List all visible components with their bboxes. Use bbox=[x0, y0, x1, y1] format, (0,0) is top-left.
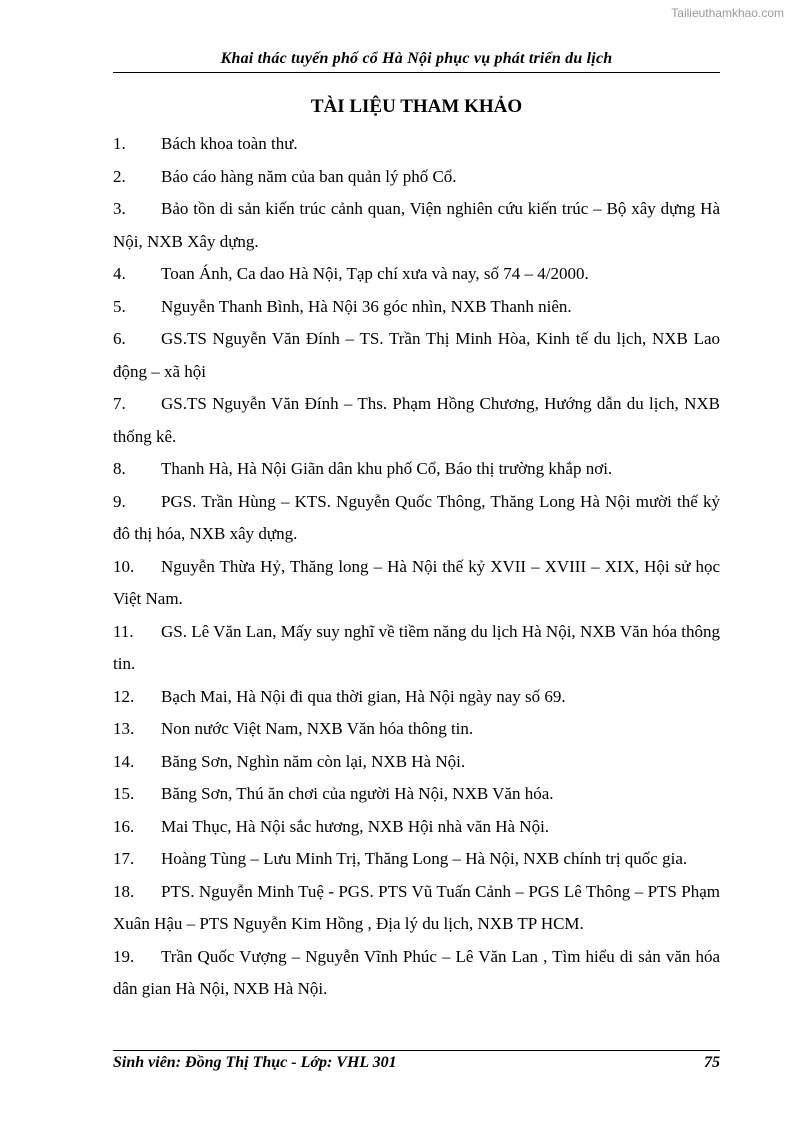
reference-number: 3. bbox=[113, 199, 126, 218]
reference-number: 12. bbox=[113, 686, 135, 706]
reference-number: 6. bbox=[113, 329, 126, 348]
reference-item bbox=[113, 616, 720, 681]
footer-student-info: Sinh viên: Đồng Thị Thục - Lớp: VHL 301 bbox=[113, 1054, 397, 1071]
reference-text: Băng Sơn, Nghìn năm còn lại, NXB Hà Nội. bbox=[161, 751, 466, 771]
reference-item bbox=[113, 778, 720, 811]
reference-number: 5. bbox=[113, 296, 126, 316]
reference-item bbox=[113, 551, 720, 616]
reference-list bbox=[113, 128, 720, 1006]
reference-item bbox=[113, 876, 720, 941]
header-divider bbox=[113, 72, 720, 73]
reference-item bbox=[113, 193, 720, 258]
reference-text: Thanh Hà, Hà Nội Giãn dân khu phố Cổ, Báo thị trường khắp nơi. bbox=[161, 459, 613, 478]
reference-number: 11. bbox=[113, 621, 134, 641]
reference-text: GS.TS Nguyễn Văn Đính – TS. Trần Thị Minh Hòa, Kinh tế du lịch, NXB Lao động – xã hội bbox=[113, 329, 720, 381]
reference-text: PGS. Trần Hùng – KTS. Nguyễn Quốc Thông, Thăng Long Hà Nội mười thế kỷ đô thị hóa, NXB xây dựng. bbox=[113, 491, 720, 543]
reference-item bbox=[113, 291, 720, 324]
reference-number: 1. bbox=[113, 134, 126, 153]
reference-item bbox=[113, 941, 720, 1006]
reference-text: Nguyễn Thanh Bình, Hà Nội 36 góc nhìn, NXB Thanh niên. bbox=[161, 296, 572, 316]
reference-number: 4. bbox=[113, 264, 126, 283]
reference-number: 16. bbox=[113, 816, 135, 836]
reference-text: Bách khoa toàn thư. bbox=[161, 134, 298, 153]
reference-text: Mai Thục, Hà Nội sắc hương, NXB Hội nhà văn Hà Nội. bbox=[161, 816, 550, 836]
reference-number: 10. bbox=[113, 556, 135, 576]
reference-item bbox=[113, 323, 720, 388]
reference-item bbox=[113, 128, 720, 161]
reference-item bbox=[113, 746, 720, 779]
reference-text: Nguyễn Thừa Hỷ, Thăng long – Hà Nội thế kỷ XVII – XVIII – XIX, Hội sử học Việt Nam. bbox=[113, 556, 720, 608]
reference-text: Trần Quốc Vượng – Nguyễn Vĩnh Phúc – Lê Văn Lan , Tìm hiểu di sản văn hóa dân gian Hà Nội, NXB Hà Nội. bbox=[113, 946, 720, 998]
reference-item bbox=[113, 713, 720, 746]
reference-text: Non nước Việt Nam, NXB Văn hóa thông tin. bbox=[161, 719, 474, 738]
reference-text: Toan Ánh, Ca dao Hà Nội, Tạp chí xưa và nay, số 74 – 4/2000. bbox=[161, 264, 589, 283]
footer-divider bbox=[113, 1050, 720, 1051]
reference-number: 14. bbox=[113, 751, 135, 771]
reference-number: 15. bbox=[113, 784, 135, 803]
reference-number: 7. bbox=[113, 394, 126, 413]
reference-text: GS.TS Nguyễn Văn Đính – Ths. Phạm Hồng Chương, Hướng dẫn du lịch, NXB thống kê. bbox=[113, 394, 720, 446]
reference-text: PTS. Nguyễn Minh Tuệ - PGS. PTS Vũ Tuấn Cảnh – PGS Lê Thông – PTS Phạm Xuân Hậu – PTS Nguyễn Kim Hồng , Địa lý du lịch, NXB TP HCM. bbox=[113, 881, 720, 933]
reference-text: Hoàng Tùng – Lưu Minh Trị, Thăng Long – Hà Nội, NXB chính trị quốc gia. bbox=[161, 849, 688, 868]
reference-number: 8. bbox=[113, 459, 126, 478]
reference-number: 9. bbox=[113, 491, 126, 511]
reference-number: 2. bbox=[113, 166, 126, 186]
page-title: TÀI LIỆU THAM KHẢO bbox=[310, 96, 523, 117]
reference-item bbox=[113, 258, 720, 291]
page-number: 75 bbox=[704, 1054, 720, 1071]
reference-text: Báo cáo hàng năm của ban quản lý phố Cổ. bbox=[161, 166, 457, 186]
reference-item bbox=[113, 453, 720, 486]
reference-item bbox=[113, 486, 720, 551]
running-header-title: Khai thác tuyến phố cổ Hà Nội phục vụ phát triển du lịch bbox=[220, 50, 613, 67]
reference-text: Băng Sơn, Thú ăn chơi của người Hà Nội, NXB Văn hóa. bbox=[161, 784, 554, 803]
reference-text: Bảo tồn di sản kiến trúc cảnh quan, Viện nghiên cứu kiến trúc – Bộ xây dựng Hà Nội, NXB Xây dựng. bbox=[113, 199, 720, 251]
reference-item bbox=[113, 811, 720, 844]
reference-text: GS. Lê Văn Lan, Mấy suy nghĩ về tiềm năng du lịch Hà Nội, NXB Văn hóa thông tin. bbox=[113, 621, 720, 673]
reference-number: 19. bbox=[113, 946, 135, 966]
reference-number: 17. bbox=[113, 849, 135, 868]
reference-item bbox=[113, 161, 720, 194]
reference-number: 18. bbox=[113, 881, 135, 901]
watermark: Tailieuthamkhao.com bbox=[671, 6, 784, 20]
reference-item bbox=[113, 388, 720, 453]
reference-number: 13. bbox=[113, 719, 135, 738]
reference-text: Bạch Mai, Hà Nội đi qua thời gian, Hà Nội ngày nay số 69. bbox=[161, 686, 566, 706]
reference-item bbox=[113, 843, 720, 876]
reference-item bbox=[113, 681, 720, 714]
